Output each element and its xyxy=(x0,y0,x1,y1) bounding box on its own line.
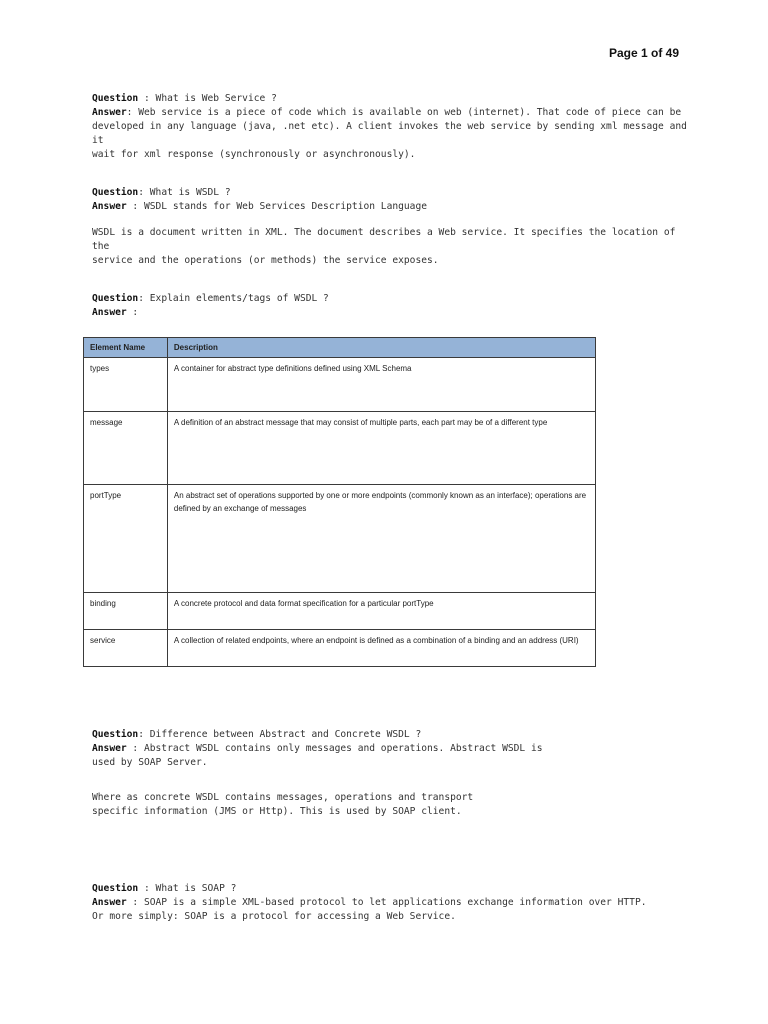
table-row xyxy=(84,358,596,412)
question-text: : What is Web Service ? xyxy=(138,93,277,104)
table-row xyxy=(84,412,596,485)
question-text: : What is SOAP ? xyxy=(138,883,237,894)
qa-web-service xyxy=(92,92,692,162)
qa-wsdl-elements xyxy=(92,292,692,320)
column-header-description: Description xyxy=(167,338,595,358)
answer-label: Answer xyxy=(92,897,127,908)
answer-label: Answer xyxy=(92,307,127,318)
concrete-wsdl-description: Where as concrete WSDL contains messages, operations and transport specific information (JMS or Http). This is used by SOAP client. xyxy=(92,792,474,817)
element-name-cell: message xyxy=(84,412,168,485)
description-cell: A container for abstract type definitions defined using XML Schema xyxy=(167,358,595,412)
answer-label: Answer xyxy=(92,107,127,118)
qa-soap xyxy=(92,882,692,924)
answer-text: : Web service is a piece of code which is available on web (internet). That code of piece can be developed in any language (java, .net etc). A client invokes the web service by sending xml message and it wait for xml response (synchronously or asynchronously). xyxy=(92,107,687,160)
answer-text: : SOAP is a simple XML-based protocol to let applications exchange information over HTTP. Or more simply: SOAP is a protocol for accessing a Web Service. xyxy=(92,897,647,922)
wsdl-elements-table xyxy=(83,337,596,667)
answer-text: : Abstract WSDL contains only messages and operations. Abstract WSDL is used by SOAP Server. xyxy=(92,743,543,768)
answer-text: : WSDL stands for Web Services Description Language xyxy=(126,201,428,212)
question-label: Question xyxy=(92,883,139,894)
wsdl-description: WSDL is a document written in XML. The document describes a Web service. It specifies the location of the service and the operations (or methods) the service exposes. xyxy=(92,227,676,266)
element-name-cell: types xyxy=(84,358,168,412)
description-cell: A concrete protocol and data format specification for a particular portType xyxy=(167,593,595,630)
question-label: Question xyxy=(92,293,139,304)
page-number: Page 1 of 49 xyxy=(609,46,680,60)
column-header-element-name: Element Name xyxy=(84,338,168,358)
question-label: Question xyxy=(92,729,139,740)
element-name-cell: portType xyxy=(84,485,168,593)
qa-abstract-concrete xyxy=(92,728,692,770)
table-row xyxy=(84,593,596,630)
description-cell: An abstract set of operations supported by one or more endpoints (commonly known as an interface); operations are defined by an exchange of messages xyxy=(167,485,595,593)
element-name-cell: service xyxy=(84,630,168,667)
question-text: : Difference between Abstract and Concrete WSDL ? xyxy=(138,729,422,740)
description-cell: A definition of an abstract message that may consist of multiple parts, each part may be of a different type xyxy=(167,412,595,485)
question-label: Question xyxy=(92,187,139,198)
table-row xyxy=(84,630,596,667)
question-text: : What is WSDL ? xyxy=(138,187,231,198)
answer-label: Answer xyxy=(92,201,127,212)
question-label: Question xyxy=(92,93,139,104)
answer-label: Answer xyxy=(92,743,127,754)
element-name-cell: binding xyxy=(84,593,168,630)
description-cell: A collection of related endpoints, where an endpoint is defined as a combination of a binding and an address (URI) xyxy=(167,630,595,667)
table-row xyxy=(84,485,596,593)
table-header-row xyxy=(84,338,596,358)
answer-text: : xyxy=(126,307,139,318)
question-text: : Explain elements/tags of WSDL ? xyxy=(138,293,329,304)
qa-wsdl xyxy=(92,186,692,214)
